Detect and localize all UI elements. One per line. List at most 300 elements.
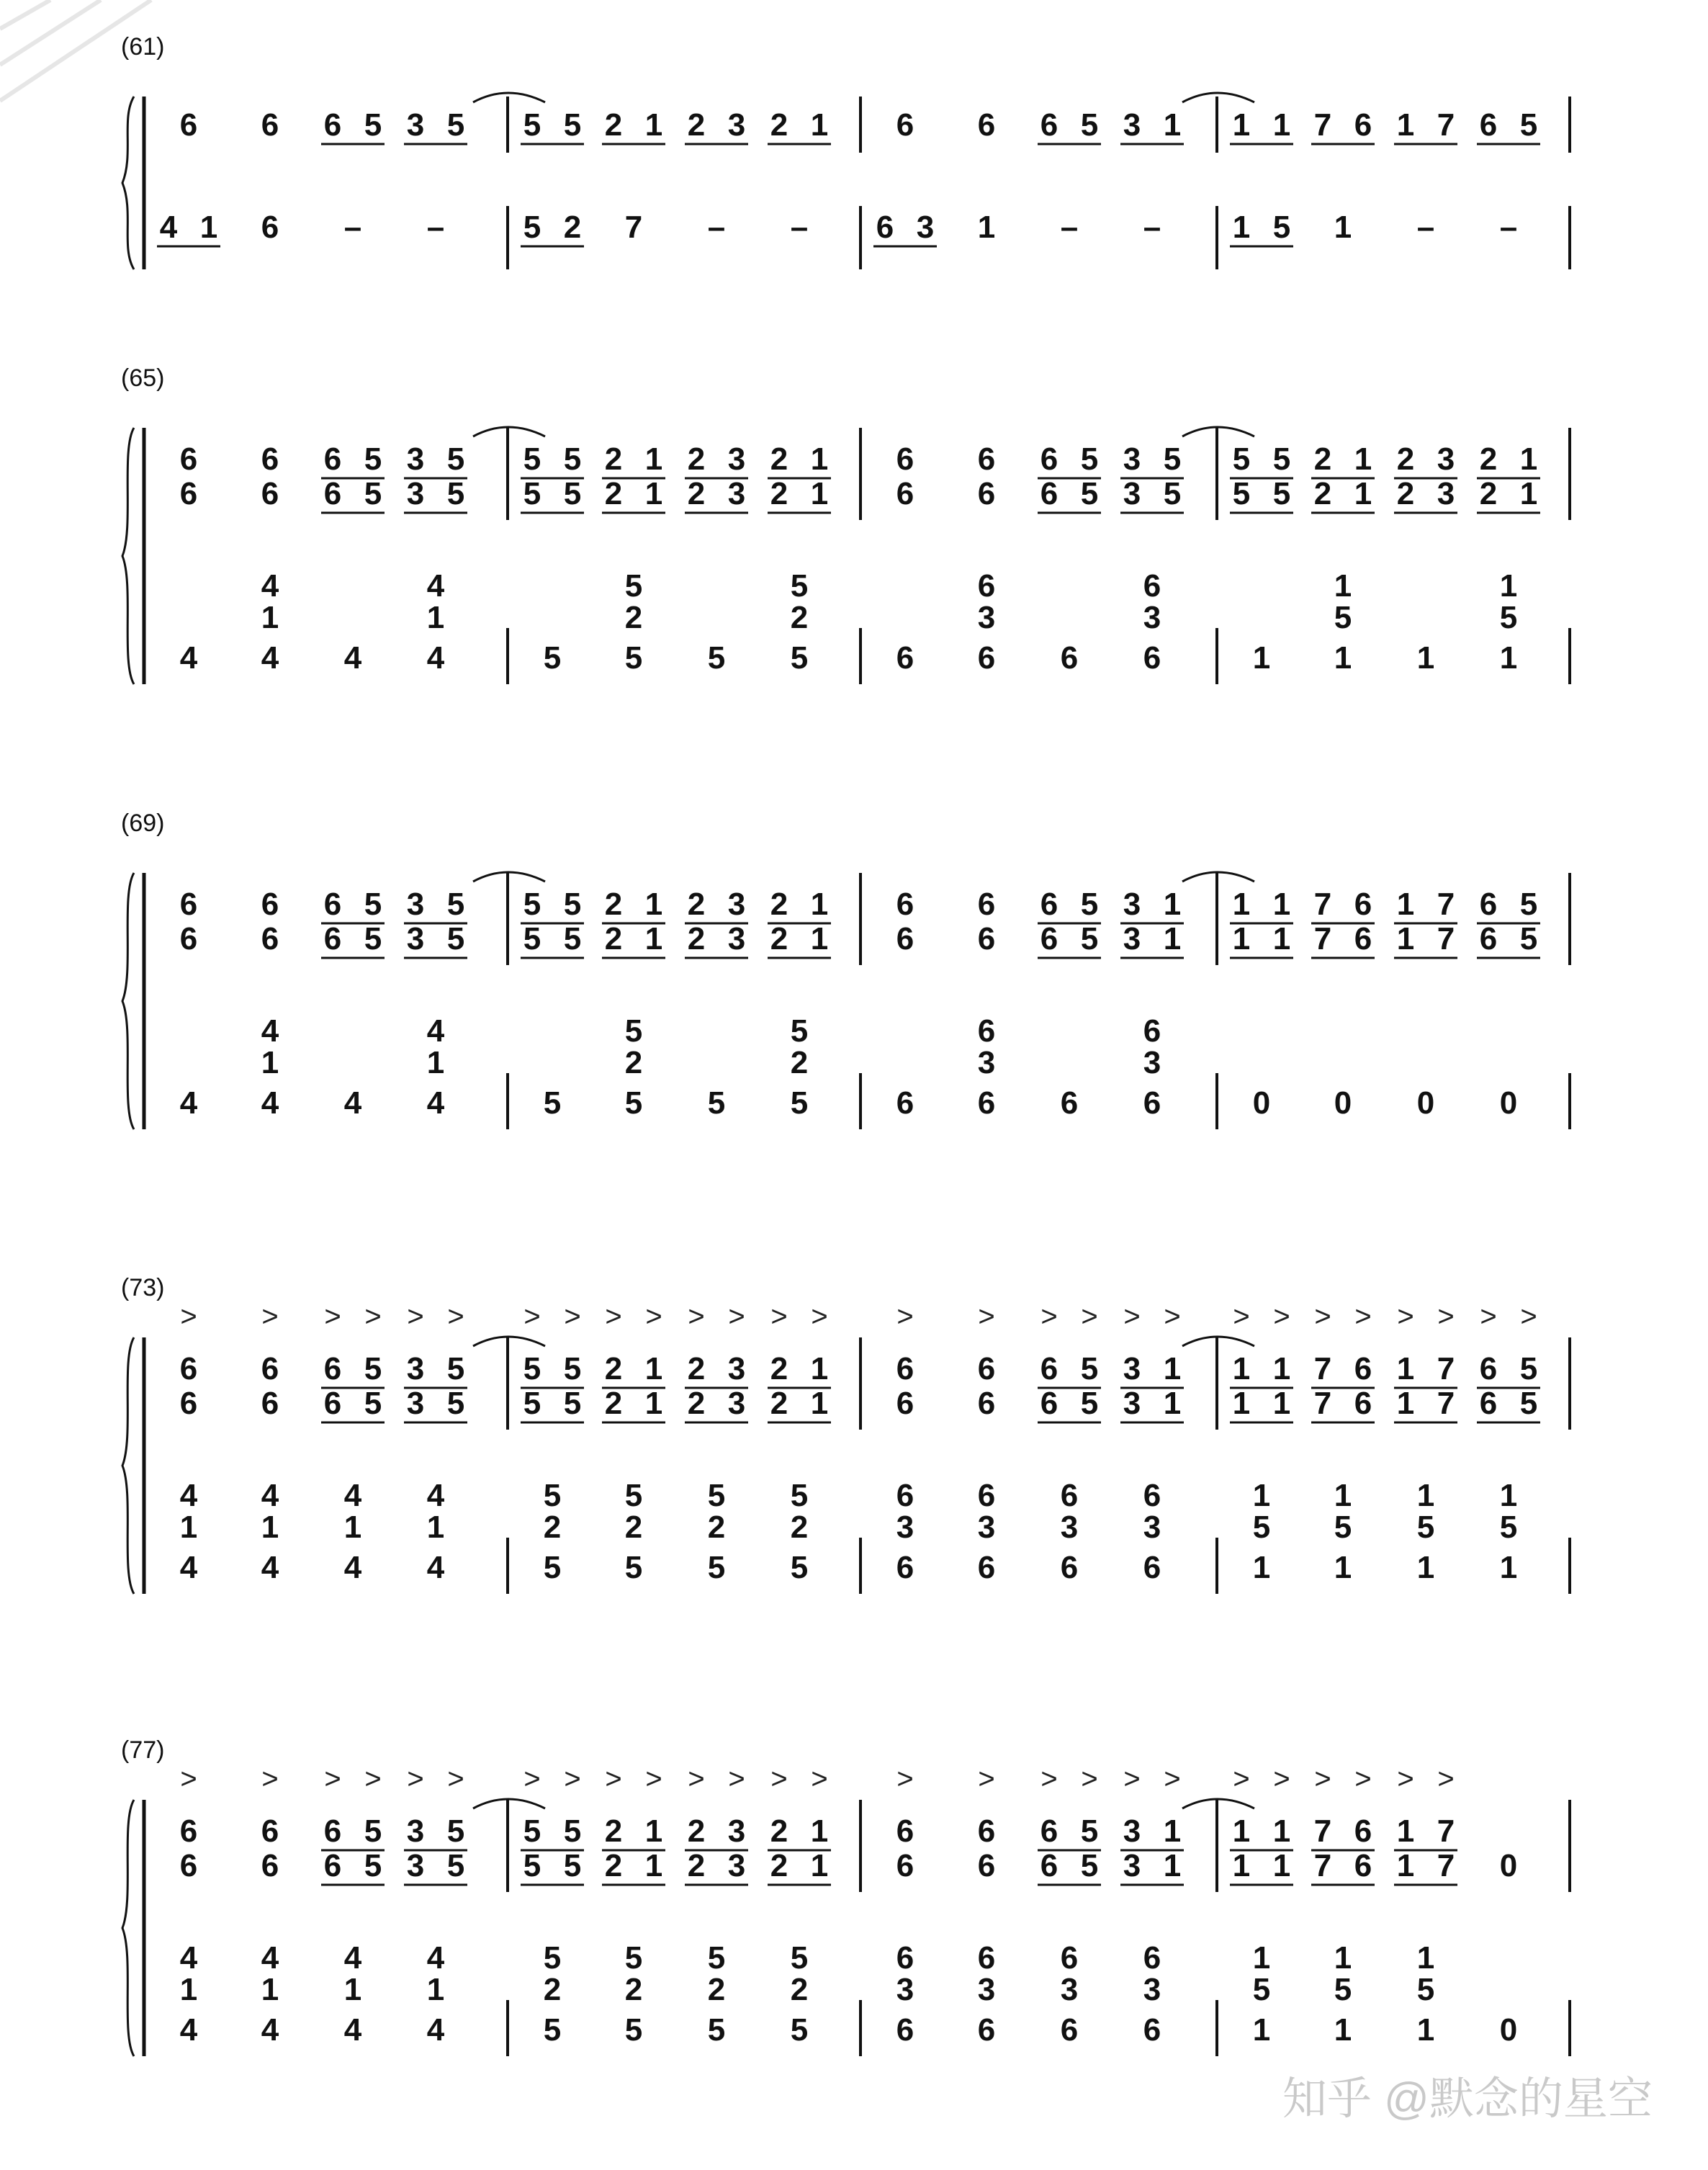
beat [344, 1478, 362, 1513]
beat [708, 1478, 725, 1513]
note: 4 [179, 1478, 198, 1513]
note: 1 [1232, 107, 1251, 143]
beat [625, 2012, 642, 2048]
sustain-dash: – [1143, 210, 1161, 245]
note: 2 [1396, 441, 1415, 477]
note: 5 [523, 1813, 541, 1849]
note: 5 [1499, 1510, 1518, 1545]
note: 5 [1272, 476, 1291, 511]
measure [896, 1301, 1184, 1585]
note: 5 [1080, 441, 1099, 477]
note: 6 [179, 1848, 198, 1883]
measure [1230, 107, 1540, 246]
note: 3 [1143, 1972, 1161, 2007]
measure [521, 1763, 831, 2048]
sustain-dash: – [1499, 210, 1518, 245]
beat [344, 210, 361, 245]
note: 5 [563, 441, 582, 477]
beat [978, 1972, 995, 2007]
note: 2 [604, 476, 623, 511]
note: 1 [1272, 921, 1291, 956]
note: 6 [261, 887, 279, 922]
note: 6 [896, 1550, 914, 1585]
accent-mark: > [1314, 1763, 1331, 1795]
beat [1038, 1351, 1101, 1388]
beat [1334, 1478, 1352, 1513]
beat [896, 1478, 914, 1513]
note: 1 [1232, 887, 1251, 922]
note: 0 [1252, 1085, 1271, 1121]
note: 1 [1334, 1940, 1352, 1976]
beat [978, 887, 995, 922]
beat [791, 640, 808, 676]
beat [180, 107, 197, 143]
note: 3 [1123, 107, 1141, 143]
beat [180, 887, 197, 922]
beat [261, 1478, 279, 1513]
beat [180, 1478, 198, 1513]
note: 6 [896, 640, 914, 676]
note: 6 [1354, 1848, 1372, 1883]
beat [544, 1550, 561, 1585]
beat [404, 441, 467, 478]
beat [1500, 600, 1517, 635]
beat [261, 1510, 279, 1545]
note: 5 [707, 1940, 726, 1976]
note: 3 [406, 107, 425, 143]
beat [1143, 1510, 1161, 1545]
note: 5 [1416, 1510, 1435, 1545]
beat [1120, 921, 1184, 958]
beat [427, 568, 445, 604]
note: 6 [179, 1351, 198, 1386]
note: 3 [1060, 1972, 1079, 2007]
note: 1 [1499, 1550, 1518, 1585]
note: 6 [977, 1940, 996, 1976]
accent-mark: > [1233, 1763, 1250, 1795]
beat [1500, 640, 1517, 676]
note: 4 [261, 1478, 279, 1513]
note: 1 [426, 600, 445, 635]
note: 6 [896, 1813, 914, 1849]
beat [708, 1972, 725, 2007]
note: 7 [1313, 1813, 1332, 1849]
beat [708, 210, 725, 245]
note: 6 [977, 640, 996, 676]
beat [261, 568, 279, 604]
note: 1 [1252, 640, 1271, 676]
note: 6 [1040, 476, 1058, 511]
beat [521, 887, 584, 923]
beat [602, 921, 665, 958]
beat [427, 1013, 445, 1049]
note: 3 [1123, 1813, 1141, 1849]
beat [791, 2012, 808, 2048]
beat [1500, 1478, 1517, 1513]
note: 1 [1252, 2012, 1271, 2048]
note: 5 [1163, 441, 1182, 477]
beat [625, 1972, 642, 2007]
beat [1038, 1848, 1101, 1885]
note: 5 [563, 921, 582, 956]
system [121, 1736, 1570, 2056]
measure [896, 887, 1184, 1121]
note: 0 [1334, 1085, 1352, 1121]
beat [1230, 107, 1293, 144]
measure [521, 887, 831, 1121]
note: 5 [1334, 1510, 1352, 1545]
note: 5 [364, 107, 382, 143]
note: 6 [977, 921, 996, 956]
note: 2 [790, 1510, 809, 1545]
accent-mark: > [1123, 1763, 1141, 1795]
beat [521, 107, 584, 144]
note: 7 [624, 210, 643, 245]
note: 2 [604, 887, 623, 922]
beat [685, 921, 748, 958]
beat [1253, 1940, 1270, 1976]
note: 1 [1163, 107, 1182, 143]
note: 0 [1499, 1848, 1518, 1883]
beat [1143, 640, 1161, 676]
note: 5 [446, 107, 465, 143]
beat [1120, 1848, 1184, 1885]
beat [180, 1085, 198, 1121]
note: 5 [1080, 107, 1099, 143]
note: 3 [1123, 1848, 1141, 1883]
note: 5 [523, 887, 541, 922]
beat [521, 1848, 584, 1885]
note: 5 [446, 1848, 465, 1883]
note: 3 [977, 1510, 996, 1545]
beat [1061, 1510, 1078, 1545]
note: 6 [1354, 1386, 1372, 1421]
note: 5 [563, 1386, 582, 1421]
system [121, 810, 1570, 1129]
system [121, 1274, 1570, 1594]
note: 1 [1519, 476, 1538, 511]
note: 2 [687, 1386, 706, 1421]
beat [791, 1478, 808, 1513]
beat [896, 2012, 914, 2048]
note: 1 [1252, 1478, 1271, 1513]
note: 1 [1334, 640, 1352, 676]
beat [768, 476, 831, 513]
beat [791, 1013, 808, 1049]
note: 3 [1123, 1386, 1141, 1421]
beat [1253, 1478, 1270, 1513]
note: 1 [426, 1045, 445, 1080]
note: 1 [343, 1972, 362, 2007]
beat [1477, 1386, 1540, 1422]
beat [321, 887, 385, 923]
beat [1230, 476, 1293, 513]
accent-mark: > [180, 1763, 197, 1795]
note: 1 [1396, 1386, 1415, 1421]
beat [1500, 568, 1517, 604]
beat [1311, 1813, 1375, 1850]
note: 4 [426, 1013, 445, 1049]
note: 1 [810, 1386, 829, 1421]
note: 3 [1123, 476, 1141, 511]
note: 4 [261, 1940, 279, 1976]
note: 5 [1519, 921, 1538, 956]
beat [261, 1848, 279, 1883]
accent-mark: > [1314, 1301, 1331, 1332]
note: 2 [687, 887, 706, 922]
beat [427, 1045, 444, 1080]
note: 6 [977, 107, 996, 143]
note: 4 [179, 640, 198, 676]
note: 6 [896, 441, 914, 477]
note: 1 [644, 1813, 663, 1849]
beat [625, 568, 642, 604]
note: 5 [446, 476, 465, 511]
accent-mark: > [1354, 1301, 1372, 1332]
note: 1 [1334, 1478, 1352, 1513]
note: 5 [707, 640, 726, 676]
accent-mark: > [180, 1301, 197, 1332]
note: 3 [1123, 441, 1141, 477]
accent-mark: > [1480, 1301, 1497, 1332]
beat [978, 2012, 995, 2048]
note: 1 [1396, 1813, 1415, 1849]
note: 6 [977, 1013, 996, 1049]
note: 6 [977, 568, 996, 604]
note: 6 [1040, 441, 1058, 477]
beat [1230, 1386, 1293, 1422]
beat [1120, 1351, 1184, 1388]
note: 6 [179, 921, 198, 956]
beat [261, 1940, 279, 1976]
beat [1334, 1972, 1352, 2007]
accent-mark: > [1123, 1301, 1141, 1332]
accent-mark: > [1081, 1763, 1098, 1795]
note: 6 [896, 1940, 914, 1976]
beat [1061, 1085, 1078, 1121]
beat [180, 1510, 197, 1545]
beat [1230, 1351, 1293, 1388]
note: 2 [770, 107, 788, 143]
beat [261, 107, 279, 143]
beat [602, 107, 665, 144]
note: 3 [977, 1045, 996, 1080]
beat [791, 1085, 808, 1121]
beat [1311, 887, 1375, 923]
note: 6 [179, 1386, 198, 1421]
note: 2 [790, 1972, 809, 2007]
note: 6 [977, 476, 996, 511]
note: 6 [1354, 921, 1372, 956]
note: 4 [426, 1085, 445, 1121]
beat [1311, 1386, 1375, 1422]
beat [1120, 1813, 1184, 1850]
note: 3 [1060, 1510, 1079, 1545]
note: 1 [1396, 921, 1415, 956]
system [121, 364, 1570, 684]
note: 5 [1080, 887, 1099, 922]
note: 5 [790, 568, 809, 604]
accent-mark: > [811, 1763, 828, 1795]
note: 6 [323, 476, 342, 511]
note: 4 [343, 640, 362, 676]
note: 5 [1232, 476, 1251, 511]
beat [427, 1940, 445, 1976]
note: 3 [727, 1813, 746, 1849]
note: 1 [644, 1848, 663, 1883]
beat [791, 568, 808, 604]
beat [978, 1013, 995, 1049]
beat [978, 441, 995, 477]
note: 7 [1313, 887, 1332, 922]
accent-mark: > [261, 1763, 279, 1795]
beat [344, 2012, 362, 2048]
accent-mark: > [1520, 1301, 1537, 1332]
beat [261, 1013, 279, 1049]
beat [1417, 2012, 1434, 2048]
note: 0 [1499, 2012, 1518, 2048]
note: 4 [343, 1940, 362, 1976]
beat [978, 568, 995, 604]
beat [1061, 1478, 1078, 1513]
measure-number: (65) [121, 364, 165, 392]
note: 6 [1040, 1386, 1058, 1421]
note: 0 [1499, 1085, 1518, 1121]
note: 2 [687, 921, 706, 956]
beat [625, 1085, 642, 1121]
note: 5 [563, 476, 582, 511]
beat [1120, 441, 1184, 478]
beat [261, 1972, 279, 2007]
beat [1417, 1940, 1434, 1976]
measure [1230, 1301, 1540, 1585]
note: 1 [1163, 921, 1182, 956]
note: 5 [790, 2012, 809, 2048]
note: 2 [770, 1386, 788, 1421]
note: 2 [707, 1510, 726, 1545]
note: 1 [1163, 1848, 1182, 1883]
beat [625, 1510, 642, 1545]
note: 2 [687, 1351, 706, 1386]
note: 3 [727, 476, 746, 511]
note: 3 [727, 887, 746, 922]
beat [978, 1085, 995, 1121]
beat [1334, 210, 1352, 245]
beat [180, 1848, 197, 1883]
note: 6 [323, 1848, 342, 1883]
note: 6 [896, 1848, 914, 1883]
beat [791, 210, 808, 245]
beat [344, 1510, 361, 1545]
beat [1394, 476, 1457, 513]
beat [1500, 1848, 1517, 1883]
beat [978, 1045, 995, 1080]
beat [180, 1940, 198, 1976]
note: 3 [977, 600, 996, 635]
beat [685, 441, 748, 478]
note: 1 [810, 1848, 829, 1883]
measure [180, 441, 467, 676]
beat [1334, 2012, 1352, 2048]
note: 1 [1272, 1386, 1291, 1421]
note: 4 [261, 1085, 279, 1121]
beat [896, 887, 914, 922]
note: 0 [1416, 1085, 1435, 1121]
accent-mark: > [1397, 1763, 1414, 1795]
note: 5 [624, 1085, 643, 1121]
note: 5 [1519, 887, 1538, 922]
beat [978, 1848, 995, 1883]
note: 2 [543, 1510, 562, 1545]
beat [1477, 107, 1540, 144]
note: 4 [179, 2012, 198, 2048]
sustain-dash: – [1060, 210, 1079, 245]
note: 1 [1232, 1848, 1251, 1883]
beat [625, 1013, 642, 1049]
note: 4 [179, 1940, 198, 1976]
beat [521, 210, 584, 246]
beat [321, 921, 385, 958]
beat [427, 1550, 445, 1585]
accent-mark: > [605, 1763, 622, 1795]
note: 6 [1143, 1550, 1161, 1585]
note: 3 [1143, 1045, 1161, 1080]
beat [1394, 1386, 1457, 1422]
accent-mark: > [407, 1301, 424, 1332]
beat [180, 2012, 198, 2048]
note: 5 [1080, 476, 1099, 511]
accent-mark: > [1437, 1301, 1455, 1332]
note: 6 [261, 210, 279, 245]
beat [978, 921, 995, 956]
note: 6 [977, 441, 996, 477]
beat [1143, 1940, 1161, 1976]
beat [708, 2012, 725, 2048]
note: 1 [1163, 1813, 1182, 1849]
note: 5 [624, 1940, 643, 1976]
note: 5 [543, 1478, 562, 1513]
accent-mark: > [1040, 1763, 1058, 1795]
beat [1061, 1972, 1078, 2007]
note: 1 [1416, 1550, 1435, 1585]
beat [1038, 1813, 1101, 1850]
note: 1 [1396, 107, 1415, 143]
note: 5 [624, 2012, 643, 2048]
beat [896, 1550, 914, 1585]
beat [768, 107, 831, 144]
system [121, 33, 1570, 269]
note: 6 [1040, 107, 1058, 143]
note: 7 [1437, 1351, 1455, 1386]
note: 3 [896, 1510, 914, 1545]
beat [791, 1045, 808, 1080]
beat [1311, 107, 1375, 144]
note: 6 [323, 107, 342, 143]
beat [896, 1972, 914, 2007]
beat [685, 1848, 748, 1885]
note: 6 [1479, 1386, 1498, 1421]
note: 6 [179, 887, 198, 922]
note: 5 [1080, 921, 1099, 956]
note: 7 [1437, 921, 1455, 956]
beat [261, 210, 279, 245]
beat [404, 107, 467, 144]
note: 1 [644, 921, 663, 956]
note: 7 [1437, 1813, 1455, 1849]
note: 1 [1252, 1550, 1271, 1585]
beat [685, 107, 748, 144]
measure [180, 1763, 467, 2048]
